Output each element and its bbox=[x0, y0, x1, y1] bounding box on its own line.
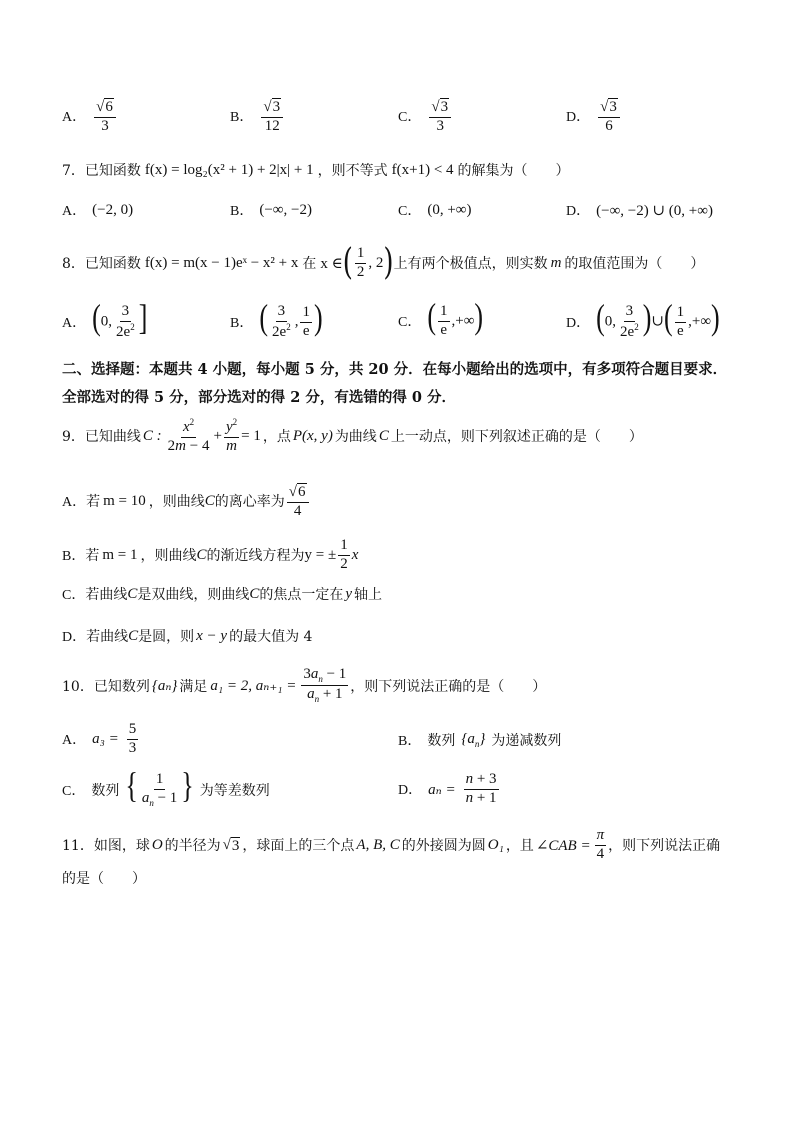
q7-inequality: f(x+1) < 4 bbox=[391, 161, 454, 178]
q9-option-c[interactable]: C． 若曲线 C 是双曲线，则曲线 C 的焦点一定在 y 轴上 bbox=[62, 585, 383, 603]
q7-options-row bbox=[0, 200, 794, 224]
q7-option-c[interactable]: C． (0, +∞) bbox=[398, 201, 472, 219]
q6-option-b[interactable]: B． √ 3 12 bbox=[230, 98, 285, 134]
q7-option-b[interactable]: B． (−∞, −2) bbox=[230, 201, 312, 219]
q10-option-a[interactable]: A． a₃ = $\frac{5}{3}$ bbox=[62, 721, 137, 756]
q10-option-b[interactable]: B． 数列 $\{a_n\}$ 为递减数列 bbox=[398, 731, 562, 749]
q10-stem: 10． 已知数列 {aₙ} 满足 a₁ = 2, aₙ₊₁ = $\frac{3a_n - 1}{a_n + 1}$ ，则下列说法正确的是（ ） bbox=[62, 666, 547, 705]
fraction: √ 3 6 bbox=[598, 98, 620, 134]
q9-option-a[interactable]: A． 若 m = 10 ，则曲线 C 的离心率为 √ 6 4 bbox=[62, 483, 311, 519]
q10-options-row2 bbox=[0, 764, 794, 820]
fraction: $\frac{n + 3}{n + 1}$ bbox=[465, 771, 497, 806]
fraction: √ 6 4 bbox=[287, 483, 309, 519]
q7-option-a[interactable]: A． (−2, 0) bbox=[62, 201, 134, 219]
section-header: 二、选择题：本题共 4 小题，每小题 5 分，共 20 分．在每小题给出的选项中，有多项符合题目要求．全部选对的得 5 分，部分选对的得 2 分，有选错的得 0 分． bbox=[62, 361, 728, 406]
fraction: √ 3 3 bbox=[429, 98, 451, 134]
q10-option-d[interactable]: D． aₙ = $\frac{n + 3}{n + 1}$ bbox=[398, 771, 497, 806]
q10-option-c[interactable]: C． 数列 { $\frac{1}{a_n - 1}$ } 为等差数列 bbox=[62, 764, 270, 808]
q10-options-row1 bbox=[0, 722, 794, 770]
fraction: $\frac{5}{3}$ bbox=[128, 721, 137, 756]
q6-options-row bbox=[0, 98, 794, 146]
q8-option-d[interactable]: D． (0, $\frac{3}{2e^2}$ )∪( $\frac{1}{e}$ ,+∞) bbox=[566, 296, 720, 340]
q6-option-c[interactable]: C． √ 3 3 bbox=[398, 98, 453, 134]
q11-stem-line2: 的是（ ） bbox=[62, 871, 146, 887]
fraction: $\frac{1}{2}$ bbox=[340, 537, 348, 572]
q7-function: f(x) = log₂(x² + 1) + 2|x| + 1 bbox=[144, 161, 314, 178]
q8-option-b[interactable]: B． ( $\frac{3}{2e^2}$ , $\frac{1}{e}$ ) bbox=[230, 296, 323, 340]
q8-option-c[interactable]: C． ( $\frac{1}{e}$ ,+∞) bbox=[398, 296, 484, 339]
q8-stem: 8． 已知函数 f(x) = m(x − 1)eˣ − x² + x 在 x ∈ ( $\frac{1}{2}$ , 2 ) 上有两个极值点，则实数 m 的取值范围为（ ） bbox=[62, 242, 705, 285]
q6-option-a[interactable]: A． √ 6 3 bbox=[62, 98, 118, 134]
q8-options-row bbox=[0, 296, 794, 352]
fraction: √ 6 3 bbox=[94, 98, 116, 134]
q7-stem: 7． 已知函数 f(x) = log₂(x² + 1) + 2|x| + 1 ，则不等式 f(x+1) < 4 的解集为（ ） bbox=[62, 161, 570, 179]
q9-stem: 9． 已知曲线 C : $\frac{x^2}{2m - 4}$ + $\frac{y^2}{m}$ = 1 ，点 P(x, y) 为曲线 C 上一动点，则下列叙述正确的是（ ） bbox=[62, 417, 643, 454]
fraction: √ 3 12 bbox=[261, 98, 283, 134]
fraction: $\frac{3a_n - 1}{a_n + 1}$ bbox=[303, 666, 347, 705]
q9-option-d[interactable]: D． 若曲线 C 是圆，则 x − y 的最大值为 4 bbox=[62, 627, 313, 645]
q8-function: f(x) = m(x − 1)eˣ − x² + x bbox=[144, 254, 299, 271]
q8-option-a[interactable]: A． (0, $\frac{3}{2e^2}$ ] bbox=[62, 296, 148, 340]
q11-stem-line1: 11． 如图，球 O 的半径为 √ 3 ，球面上的三个点 A, B, C 的外接圆为圆 O₁ ，且 ∠CAB = $\frac{\pi}{4}$ ，则下列说法正确 bbox=[62, 827, 721, 862]
fraction: $\frac{x^2}{2m - 4}$ bbox=[167, 417, 210, 454]
q6-option-d[interactable]: D． √ 3 6 bbox=[566, 98, 622, 134]
fraction: $\frac{y^2}{m}$ bbox=[225, 417, 238, 454]
q7-option-d[interactable]: D． (−∞, −2) ∪ (0, +∞) bbox=[566, 202, 713, 219]
q9-option-b[interactable]: B． 若 m = 1 ，则曲线 C 的渐近线方程为 y = ± $\frac{1}{2}$ x bbox=[62, 537, 359, 572]
fraction: $\frac{\pi}{4}$ bbox=[596, 827, 605, 862]
